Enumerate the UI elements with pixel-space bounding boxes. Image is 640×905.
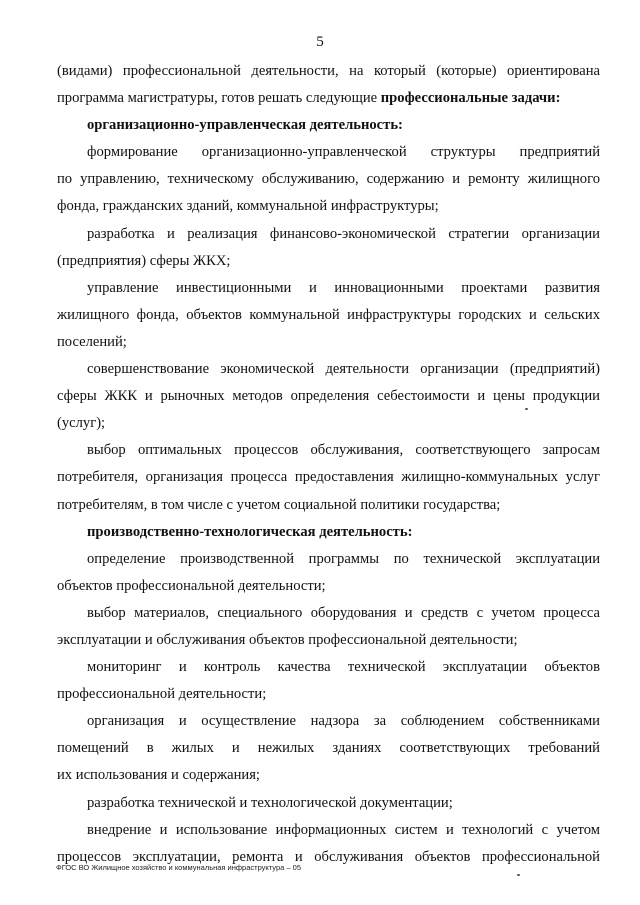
page-number: 5 (316, 34, 324, 50)
text-line (57, 275, 600, 302)
line-text: разработка технической и технологической документации; (87, 794, 453, 811)
line-text: процессов эксплуатации, ремонта и обслуживания объектов профессиональной (57, 848, 600, 865)
scan-speck (517, 874, 520, 876)
text-line (57, 790, 600, 817)
page-footer: ФГОС ВО Жилищное хозяйство и коммунальная инфраструктура – 05 (56, 863, 301, 872)
line-text: выбор материалов, специального оборудования и средств с учетом процесса (87, 604, 600, 621)
text-line (57, 762, 600, 789)
text-line (57, 735, 600, 762)
text-line (57, 248, 600, 275)
line-text: (услуг); (57, 415, 106, 432)
text-line (57, 221, 600, 248)
line-text: фонда, гражданских зданий, коммунальной инфраструктуры; (57, 198, 439, 215)
text-line (57, 708, 600, 735)
line-text: (предприятия) сферы ЖКХ; (57, 252, 231, 269)
scan-speck (525, 408, 528, 410)
line-text: жилищного фонда, объектов коммунальной инфраструктуры городских и сельских (57, 306, 600, 323)
text-line (57, 166, 600, 193)
text-line (57, 627, 600, 654)
text-line (57, 817, 600, 844)
line-text: потребителя, организация процесса предоставления жилищно-коммунальных услуг (57, 469, 600, 486)
section-heading: организационно-управленческая деятельность: (87, 117, 403, 134)
section-heading: производственно-технологическая деятельность: (87, 523, 413, 540)
line-text: потребителям, в том числе с учетом социальной политики государства; (57, 496, 501, 513)
text-line (57, 356, 600, 383)
text-line (57, 85, 600, 112)
line-text: сферы ЖКК и рыночных методов определения себестоимости и цены продукции (57, 388, 600, 405)
text-line (57, 654, 600, 681)
text-line (57, 58, 600, 85)
line-text: внедрение и использование информационных систем и технологий с учетом (87, 821, 600, 838)
text-line (57, 302, 600, 329)
line-text: организация и осуществление надзора за соблюдением собственниками (87, 713, 600, 730)
line-text: определение производственной программы по технической эксплуатации (87, 550, 600, 567)
text-line (57, 573, 600, 600)
text-line (57, 519, 600, 546)
text-line (57, 492, 600, 519)
text-line (57, 546, 600, 573)
text-line (57, 112, 600, 139)
line-text: поселений; (57, 333, 127, 350)
line-text: мониторинг и контроль качества технической эксплуатации объектов (87, 659, 600, 676)
line-text: помещений в жилых и нежилых зданиях соответствующих требований (57, 740, 600, 757)
text-line (57, 383, 600, 410)
text-line (57, 681, 600, 708)
text-line (57, 139, 600, 166)
text-line (57, 193, 600, 220)
line-text: разработка и реализация финансово-экономической стратегии организации (87, 225, 600, 242)
line-text: выбор оптимальных процессов обслуживания, соответствующего запросам (87, 442, 600, 459)
bold-phrase: профессиональные задачи: (380, 90, 561, 107)
text-line (57, 464, 600, 491)
line-text: эксплуатации и обслуживания объектов профессиональной деятельности; (57, 631, 518, 648)
line-text: объектов профессиональной деятельности; (57, 577, 326, 594)
line-text: по управлению, техническому обслуживанию, содержанию и ремонту жилищного (57, 171, 600, 188)
text-line (57, 329, 600, 356)
line-text: профессиональной деятельности; (57, 686, 267, 703)
text-line (57, 410, 600, 437)
text-line (57, 437, 600, 464)
document-body (57, 58, 600, 871)
line-text: (видами) профессиональной деятельности, на который (которые) ориентирована (57, 63, 600, 79)
line-text: программа магистратуры, готов решать следующие (57, 90, 381, 107)
line-text: их использования и содержания; (57, 767, 260, 784)
text-line (57, 600, 600, 627)
line-text: формирование организационно-управленческой структуры предприятий (87, 144, 600, 161)
line-text: управление инвестиционными и инновационными проектами развития (87, 279, 600, 296)
line-text: совершенствование экономической деятельности организации (предприятий) (87, 361, 600, 378)
